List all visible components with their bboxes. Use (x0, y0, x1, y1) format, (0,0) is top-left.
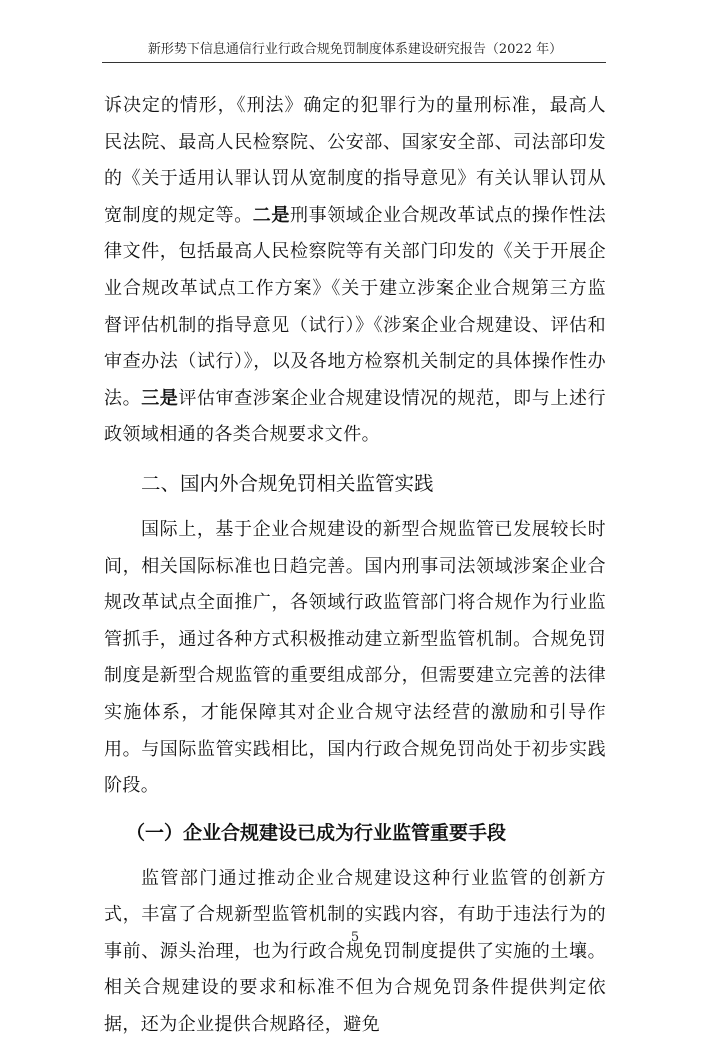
enumeration-label: 三是 (141, 387, 179, 409)
section-heading: 二、国内外合规免罚相关监管实践 (141, 471, 434, 495)
paragraph-overview: 国际上，基于企业合规建设的新型合规监管已发展较长时间，相关国际标准也日趋完善。国内刑事司法领域涉案企业合规改革试点全面推广，各领域行政监管部门将合规作为行业监管抓手，通过各种方式积极推动建立新型监管机制。合规免罚制度是新型合规监管的重要组成部分，但需要建立完善的法律实施体系，才能保障其对企业合规守法经营的激励和引导作用。与国际监管实践相比，国内行政合规免罚尚处于初步实践阶段。 (104, 518, 606, 797)
running-header: 新形势下信息通信行业行政合规免罚制度体系建设研究报告（2022 年） (147, 42, 563, 57)
paragraph-text: 评估审查涉案企业合规建设情况的规范，即与上述行政领域相通的各类合规要求文件。 (104, 387, 606, 446)
page-body (104, 88, 606, 1044)
enumeration-label: 二是 (252, 204, 290, 226)
paragraph-text: 刑事领域企业合规改革试点的操作性法律文件，包括最高人民检察院等有关部门印发的《关于开展企业合规改革试点工作方案》《关于建立涉案企业合规第三方监督评估机制的指导意见（试行）》《涉案企业合规建设、评估和审查办法（试行）》，以及各地方检察机关制定的具体操作性办法。 (104, 204, 606, 409)
page-number: 5 (350, 930, 360, 945)
header-divider (102, 62, 606, 63)
subsection-heading: （一）企业合规建设已成为行业监管重要手段 (126, 821, 507, 844)
paragraph-text: 诉决定的情形，《刑法》确定的犯罪行为的量刑标准，最高人民法院、最高人民检察院、公安部、国家安全部、司法部印发的《关于适用认罪认罚从宽制度的指导意见》有关认罪认罚从宽制度的规定等。 (104, 95, 606, 226)
paragraph-legal-sources (104, 88, 606, 454)
paragraph-supervision: 监管部门通过推动企业合规建设这种行业监管的创新方式，丰富了合规新型监管机制的实践内容，有助于违法行为的事前、源头治理，也为行政合规免罚制度提供了实施的土壤。相关合规建设的要求和标准不但为合规免罚条件提供判定依据，还为企业提供合规路径，避免 (104, 867, 606, 1036)
